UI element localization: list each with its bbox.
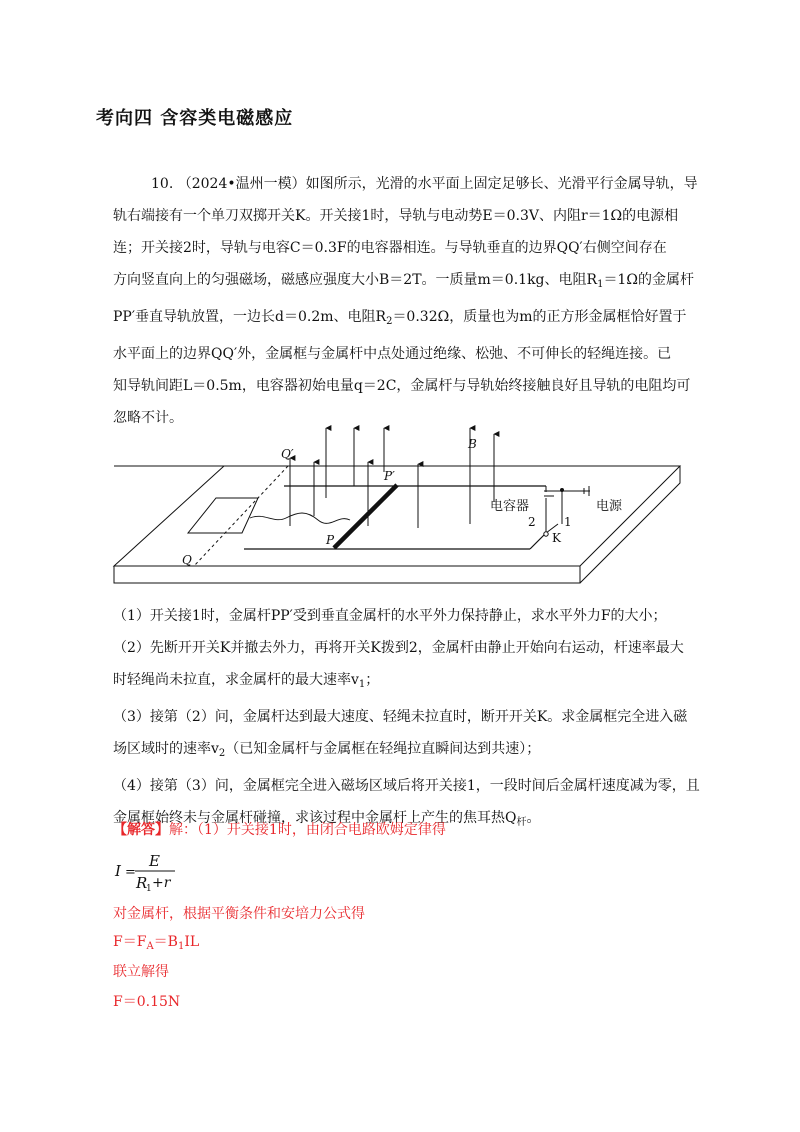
problem-line: 轨右端接有一个单刀双掷开关K。开关接1时，导轨与电动势E＝0.3V、内阻r＝1Ω的电源相 bbox=[113, 208, 679, 224]
problem-line: 方向竖直向上的匀强磁场，磁感应强度大小B＝2T。一质量m＝0.1kg、电阻R bbox=[113, 272, 598, 288]
question-line: （已知金属杆与金属框在轻绳拉直瞬间达到共速）； bbox=[225, 741, 541, 757]
subscript: 杆 bbox=[516, 817, 527, 828]
answer-part: ＝B bbox=[153, 934, 178, 950]
label-1: 1 bbox=[564, 515, 572, 529]
question-line: 。 bbox=[526, 810, 541, 826]
answer-intro bbox=[113, 818, 446, 842]
question-line: （3）接第（2）问，金属杆达到最大速度、轻绳未拉直时，断开开关K。求金属框完全进入磁 bbox=[113, 709, 688, 725]
problem-source: （2024•温州一模） bbox=[177, 176, 306, 192]
answer-tag: 【解答】 bbox=[113, 822, 169, 838]
question-line: 金属框始终未与金属杆碰撞，求该过程中金属杆上产生的焦耳热Q bbox=[113, 810, 517, 826]
label-Q-prime: Q′ bbox=[281, 447, 294, 461]
problem-line: ＝1Ω的金属杆 bbox=[603, 272, 694, 288]
answer-result: F＝0.15N bbox=[113, 994, 181, 1010]
question-line: （1）开关接1时，金属杆PP′受到垂直金属杆的水平外力保持静止，求水平外力F的大小； bbox=[113, 608, 667, 624]
question-line: （2）先断开开关K并撤去外力，再将开关K拨到2，金属杆由静止开始向右运动，杆速率最大 bbox=[113, 640, 684, 656]
questions bbox=[113, 600, 713, 839]
label-capacitor: 电容器 bbox=[490, 499, 530, 514]
label-B: B bbox=[468, 437, 477, 451]
subscript: A bbox=[146, 941, 154, 952]
answer-text: 解：（1）开关接1时，由闭合电路欧姆定律得 bbox=[169, 822, 446, 838]
label-K: K bbox=[552, 531, 561, 545]
label-2: 2 bbox=[528, 515, 536, 529]
answer-line: 对金属杆，根据平衡条件和安培力公式得 bbox=[113, 906, 365, 922]
answer-part: IL bbox=[184, 934, 200, 950]
problem-line: 水平面上的边界QQ′外，金属框与金属杆中点处通过绝缘、松弛、不可伸长的轻绳连接。已 bbox=[113, 346, 672, 362]
subscript: 1 bbox=[358, 679, 366, 690]
label-Q: Q bbox=[182, 553, 192, 567]
problem-line: 如图所示，光滑的水平面上固定足够长、光滑平行金属导轨，导 bbox=[305, 176, 698, 192]
answer-line bbox=[113, 930, 199, 959]
problem-statement bbox=[113, 168, 708, 434]
problem-line: 忽略不计。 bbox=[113, 410, 183, 426]
problem-line: 连；开关接2时，导轨与电容C＝0.3F的电容器相连。与导轨垂直的边界QQ′右侧空间存在 bbox=[113, 240, 667, 256]
question-line: 时轻绳尚未拉直，求金属杆的最大速率v bbox=[113, 672, 359, 688]
question-line: 场区域时的速率v bbox=[113, 741, 219, 757]
problem-line: PP′垂直导轨放置，一边长d＝0.2m、电阻R bbox=[113, 309, 387, 325]
square-frame bbox=[188, 498, 258, 533]
answer-part: F＝F bbox=[113, 934, 147, 950]
problem-line: 知导轨间距L＝0.5m，电容器初始电量q＝2C，金属杆与导轨始终接触良好且导轨的电阻均可 bbox=[113, 378, 691, 394]
subscript: 2 bbox=[218, 748, 226, 759]
physics-diagram bbox=[114, 428, 623, 588]
question-line: （4）接第（3）问，金属框完全进入磁场区域后将开关接1，一段时间后金属杆速度减为零，且 bbox=[113, 778, 700, 794]
ohm-law-formula bbox=[113, 850, 193, 894]
question-line: ； bbox=[365, 672, 380, 688]
problem-number: 10. bbox=[151, 176, 174, 192]
subscript: 1 bbox=[177, 941, 185, 952]
label-source: 电源 bbox=[596, 499, 623, 514]
subscript: 2 bbox=[386, 316, 393, 327]
formula-R-sub: 1 bbox=[146, 884, 152, 894]
subscript: 1 bbox=[597, 279, 604, 290]
answer-line: 联立解得 bbox=[113, 964, 169, 980]
formula-equals: = bbox=[125, 865, 136, 880]
formula-plus-r: +r bbox=[152, 875, 171, 891]
section-heading: 考向四 含容类电磁感应 bbox=[96, 108, 294, 129]
formula-E: E bbox=[149, 852, 160, 870]
label-P: P bbox=[326, 533, 335, 547]
problem-line: ＝0.32Ω，质量也为m的正方形金属框恰好置于 bbox=[392, 309, 687, 325]
formula-I: I bbox=[115, 862, 121, 880]
label-P-prime: P′ bbox=[384, 469, 395, 483]
rope bbox=[250, 513, 350, 523]
metal-rod bbox=[334, 485, 397, 548]
formula-R: R bbox=[136, 874, 148, 892]
